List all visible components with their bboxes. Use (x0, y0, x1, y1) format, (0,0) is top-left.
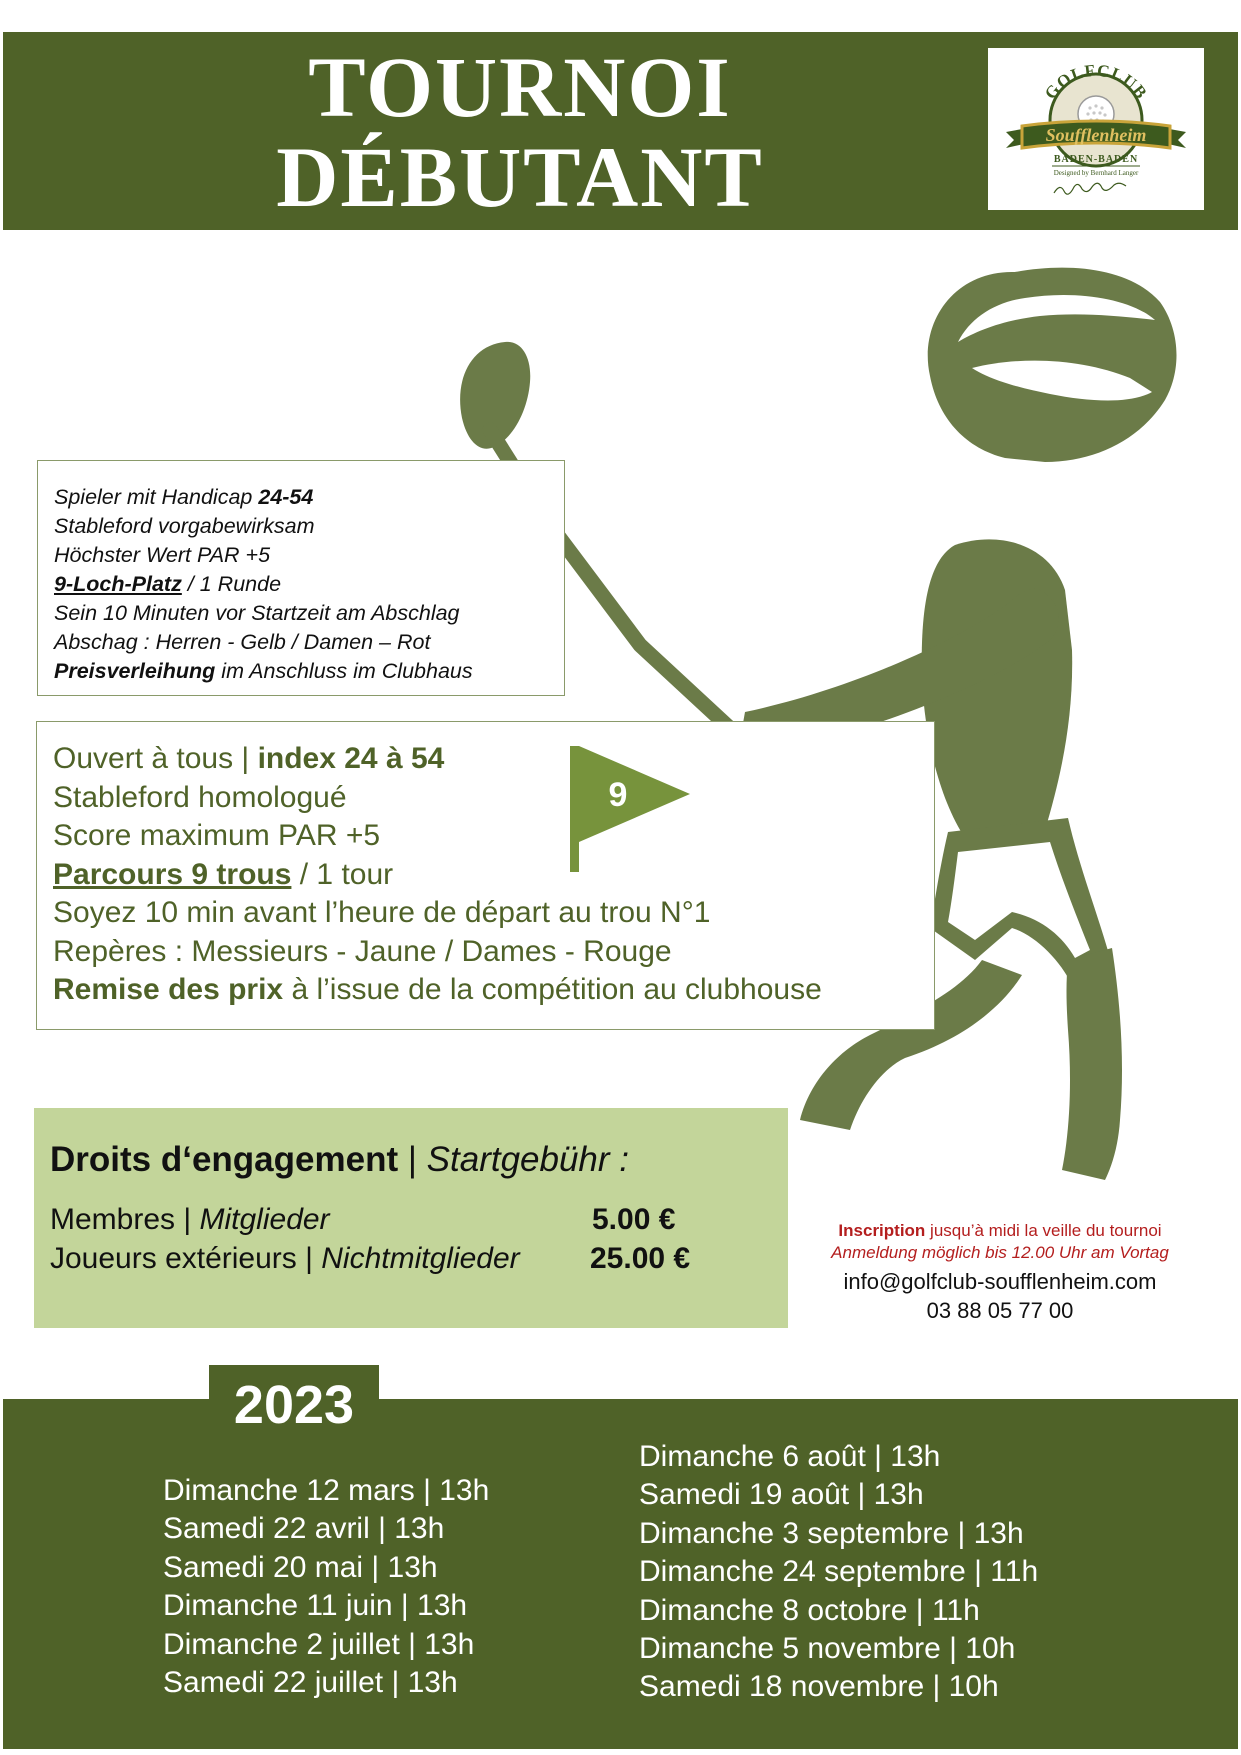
fees-guests-price: 25.00 € (590, 1242, 691, 1275)
date-item: Dimanche 12 mars | 13h (163, 1474, 490, 1507)
de-line-handicap: Spieler mit Handicap 24-54 (54, 485, 314, 509)
fr-line-handicap: Ouvert à tous | index 24 à 54 (53, 742, 445, 775)
contact-email[interactable]: info@golfclub-soufflenheim.com (843, 1269, 1157, 1294)
title-line-2: DÉBUTANT (276, 129, 764, 225)
fees-members-price: 5.00 € (592, 1203, 676, 1236)
inscription-de: Anmeldung möglich bis 12.00 Uhr am Vortag (831, 1243, 1169, 1262)
title-line-1: TOURNOI (308, 39, 732, 135)
dates-left-column (163, 1472, 489, 1702)
de-line-arrival: Sein 10 Minuten vor Startzeit am Abschlag (54, 601, 460, 625)
date-item: Dimanche 24 septembre | 11h (639, 1555, 1039, 1589)
de-line-stableford: Stableford vorgabewirksam (54, 514, 315, 538)
date-item: Dimanche 3 septembre | 13h (639, 1516, 1024, 1550)
date-item: Samedi 18 novembre | 10h (639, 1670, 999, 1704)
fr-line-course: Parcours 9 trous / 1 tour (53, 857, 394, 891)
de-line-tees: Abschag : Herren - Gelb / Damen – Rot (54, 630, 431, 654)
golf-flag-icon (570, 742, 690, 874)
fr-line-arrival: Soyez 10 min avant l’heure de départ au trou N°1 (53, 896, 711, 929)
fr-line-prizes: Remise des prix à l’issue de la compétition au clubhouse (53, 973, 822, 1006)
inscription-info (790, 1220, 1210, 1325)
de-line-course: 9-Loch-Platz / 1 Runde (54, 572, 282, 596)
fees-members-label: Membres | Mitglieder (50, 1203, 330, 1236)
inscription-fr: Inscription jusqu’à midi la veille du tournoi (838, 1221, 1162, 1240)
contact-phone[interactable]: 03 88 05 77 00 (926, 1298, 1074, 1323)
flag-number: 9 (608, 776, 628, 814)
fr-line-max-score: Score maximum PAR +5 (53, 819, 381, 852)
date-item: Dimanche 11 juin | 13h (163, 1589, 468, 1623)
date-item: Samedi 19 août | 13h (639, 1478, 924, 1512)
date-item: Dimanche 6 août | 13h (639, 1440, 941, 1473)
french-info-box (36, 721, 935, 1030)
date-item: Samedi 22 avril | 13h (163, 1512, 445, 1546)
date-item: Samedi 22 juillet | 13h (163, 1666, 458, 1700)
date-item: Dimanche 2 juillet | 13h (163, 1627, 475, 1661)
logo-designer-text: Designed by Bernhard Langer (1053, 169, 1139, 177)
date-item: Dimanche 8 octobre | 11h (639, 1593, 980, 1627)
schedule-year: 2023 (233, 1375, 355, 1435)
fr-line-tees: Repères : Messieurs - Jaune / Dames - Rouge (53, 934, 672, 968)
logo-sub-text: BADEN-BADEN (1053, 154, 1139, 165)
de-line-max-score: Höchster Wert PAR +5 (54, 543, 271, 567)
de-line-prizes: Preisverleihung im Anschluss im Clubhaus (54, 659, 473, 683)
fees-title: Droits d‘engagement | Startgebühr : (50, 1140, 629, 1179)
fees-guests-label: Joueurs extérieurs | Nichtmitglieder (50, 1242, 520, 1275)
german-info-box (37, 460, 565, 696)
dates-right-column (639, 1438, 1038, 1707)
fr-line-stableford: Stableford homologué (53, 780, 347, 814)
logo-arc-text: GOLFCLUB (1040, 60, 1152, 103)
logo-banner-text: Soufflenheim (1045, 125, 1147, 145)
date-item: Dimanche 5 novembre | 10h (639, 1632, 1016, 1666)
date-item: Samedi 20 mai | 13h (163, 1550, 438, 1584)
